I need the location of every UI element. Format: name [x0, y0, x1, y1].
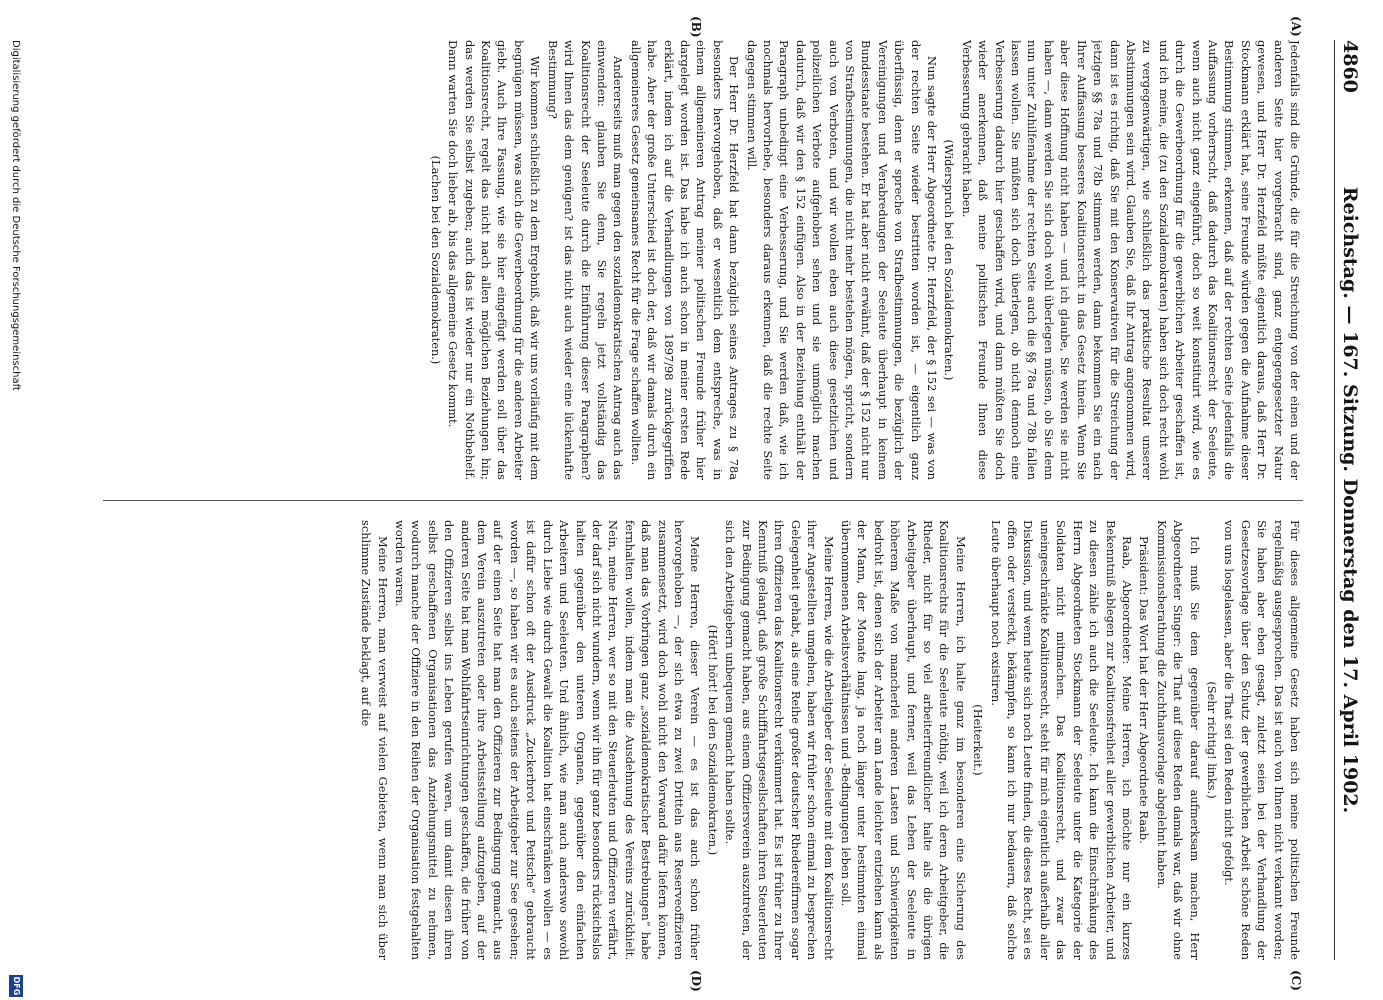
paragraph: Für dieses allgemeine Gesetz haben sich meine politischen Freunde regelmäßig ausgesprochen. Das ist auch von Ihnen nicht verkannt worden; Sie haben aber eben gesagt, zuletzt seien bei der Verhandlung der Gesetzesvorlage über den Schutz der gewerblichen Arbeit schöne Reden von uns losgelassen, aber die That sei den Reden nicht gefolgt.: [1222, 520, 1302, 960]
paragraph: Jedenfalls sind die Gründe, die für die Streichung von der einen und der anderen Seite hier vorgebracht sind, ganz entgegengesetzter Natur gewesen, und Herr Dr. Herzfeld müßte eigentlich daraus, daß Herr Dr. Stockmann erklärt hat, seine Freunde würden gegen die Aufnahme dieser Bestimmung stimmen, erkennen, daß auf der rechten Seite jedenfalls die Auffassung vorherrscht, daß dadurch das Koalitionsrecht der Seeleute, wenn auch nicht ganz eingeführt, doch so weit konstituirt wird, wie es durch die Gewerbeordnung für die gewerblichen Arbeiter geschaffen ist, und ich meine, die (zu den Sozialdemokraten) haben sich doch recht wohl zu vergegenwärtigen, wie schließlich das praktische Resultat unserer Abstimmungen sein wird. Glauben Sie, daß Ihr Antrag angenommen wird, dann ist es richtig, daß Sie mit den Konservativen für die Streichung der jetzigen §§ 78a und 78b stimmen werden, dann bekommen Sie ein nach Ihrer Auffassung besseres Koalitionsrecht in das Gesetz hinein. Wenn Sie aber diese Hoffnung nicht haben — und ich glaube, Sie werden sie nicht haben —, dann werden Sie sich doch wohl überlegen müssen, ob Sie denn nun unter Zuhilfenahme der rechten Seite auch die §§ 78a und 78b fallen lassen wollen. Sie müßten sich doch überlegen, ob nicht dennoch eine Verbesserung dadurch hier geschaffen wird, und dann müßten Sie doch wieder anerkennen, daß meine politischen Freunde Ihnen diese Verbesserung gebracht haben.: [959, 40, 1302, 480]
dfg-logo: DFG: [9, 975, 23, 997]
margin-marker-b: (B): [689, 16, 703, 38]
paragraph: Meine Herren, dieser Verein — es ist das auch schon früher hervorgehoben —, der sich etwa zu zwei Dritteln aus Reserveoffizieren zusammensetzt, wird doch wohl nicht den Vorwand dafür liefern können, daß man das Vorbringen ganz „sozialdemokratischer Bestrebungen“ habe fernhalten wollen, indem man die Ausdehnung des Vereins zurückhielt. Nein, meine Herren, wer so mit den Steuerleuten und Offizieren verfährt, der darf sich nicht wundern, wenn wir ihn für ganz besonders rücksichtslos halten gegenüber den unteren Organen, gegenüber den einfachen Arbeitern und Seeleuten. Und ähnlich, wie man auch anderswo sowohl durch Liebe wie durch Gewalt die Koalition hat einschränken wollen — es ist dafür schon oft der Ausdruck „Zuckerbrot und Peitsche“ gebraucht worden —, so haben wir es auch seitens der Arbeitgeber zur See gesehen; auf der einen Seite hat man den Offizieren zur Bedingung gemacht, aus dem Verein auszutreten oder ihre Arbeitsstellung aufzugeben, auf der anderen Seite hat man Wohlfahrtseinrichtungen geschaffen, die früher von den Offizieren selbst ins Leben gerufen waren, um damit diesen ihren selbst geschaffenen Organisationen das Anziehungsmittel zu nehmen, wodurch manche der Offiziere in den Reihen der Organisation festgehalten worden waren.: [393, 520, 703, 960]
interjection: (Widerspruch bei den Sozialdemokraten.): [942, 139, 957, 381]
paragraph: Meine Herren, ich halte ganz im besonderen eine Sicherung des Koalitionsrechts für die Seeleute nöthig, weil ich deren Arbeitgeber, die Rheder, nicht für so viel arbeiterfreundlicher halte als die übrigen Arbeitgeber überhaupt, und ferner, weil das Leben der Seeleute in höherem Maße von mancherlei anderen Lasten und Schwierigkeiten bedroht ist, denen sich der Arbeiter am Lande leichter entziehen kann als der Mann, der Monate lang, ja noch länger unter bestimmten einmal übernommenen Arbeitsverhältnissen und -Bedingungen leben soll.: [839, 520, 968, 960]
margin-marker-d: (D): [689, 970, 703, 992]
paragraph: Nun sagte der Herr Abgeordnete Dr. Herzfeld, der § 152 sei — was von der rechten Seite wieder bestritten worden ist, — eigentlich ganz überflüssig, denn er spreche von Strafbestimmungen, die bezüglich der Vereinigungen und Verabredungen der Seeleute überhaupt in keinem Bundesstaate bestehen. Er hat aber nicht erwähnt, daß der § 152 nicht nur von Strafbestimmungen, die nicht mehr bestehen mögen, spricht, sondern auch von Verboten, und wir wollen eben auch diese gesetzlichen und polizeilichen Verbote aufgehoben sehen und sie unmöglich machen dadurch, daß wir den § 152 einfügen. Also in der Beziehung enthält der Paragraph unbedingt eine Verbesserung, und Sie werden daß, wie ich nochmals hervorhebe, besonders daraus erkennen, daß die rechte Seite dagegen stimmen will.: [744, 40, 940, 480]
interjection: (Sehr richtig! links.): [1204, 681, 1219, 799]
paragraph: Wir kommen schließlich zu dem Ergebniß, daß wir uns vorläufig mit dem begnügen müssen, was auch die Gewerbeordnung für die anderen Arbeiter giebt. Auch Ihre Fassung, wie sie hier eingefügt werden soll über das Koalitionsrecht, regelt das nicht nach allen möglichen Beziehungen hin; das werden Sie selbst zugeben; auch das ist wieder nur ein Nothbehelf. Dann warten Sie doch lieber ab, bis das allgemeine Gesetz kommt.: [446, 40, 543, 480]
interjection: (Lachen bei den Sozialdemokraten.): [428, 155, 443, 365]
interjection: (Hört! hört! bei den Sozialdemokraten.): [705, 624, 720, 856]
page-number: 4860: [1339, 40, 1361, 93]
paragraph: Andererseits muß man gegen den sozialdemokratischen Antrag auch das einwenden: glauben Sie denn, Sie regeln jetzt vollständig das Koalitionsrecht der Seeleute durch die Einführung dieser Paragraphen? wird Ihnen das dem genügen? ist das nicht auch wieder eine lückenhafte Bestimmung?: [545, 40, 626, 480]
paragraph: Meine Herren, wie die Arbeitgeber der Seeleute mit dem Koalitionsrecht ihrer Angestellten umgehen, haben wir früher schon einmal zu besprechen Gelegenheit gehabt, als eine Reihe großer deutscher Rhedereifirmen sogar ihren Offizieren das Koalitionsrecht verkümmert hat. Es ist früher zu Ihrer Kenntniß gelangt, daß große Schifffahrtsgesellschaften ihren Steuerleuten zur Bedingung gemacht haben, aus einem Offiziersverein auszutreten, der sich den Arbeitgebern unbequem gemacht haben sollte.: [723, 520, 836, 960]
paragraph: Meine Herren, man verweist auf vielen Gebieten, wenn man sich über schlimme Zustände beklagt, auf die: [359, 520, 390, 960]
column-divider: [103, 500, 1303, 501]
paragraph: Der Herr Dr. Herzfeld hat dann bezüglich seines Antrages zu § 78a besonders hervorgehoben, daß er wesentlich dem entspreche, was in einem allgemeineren Antrag meiner politischen Freunde früher hier dargelegt worden ist. Das habe ich auch schon in meiner ersten Rede erklärt, indem ich auf die Verhandlungen von 1897/98 zurückgegriffen habe. Aber der große Unterschied ist doch der, daß wir damals durch ein allgemeineres Gesetz gemeinsames Recht für die Frage schaffen wollten.: [628, 40, 742, 480]
paragraph: Ich muß Sie dem gegenüber darauf aufmerksam machen, Herr Abgeordneter Singer: die That auf diese Reden damals war, daß wir ohne Kommissionsberathung die Zuchthausvorlage abgelehnt haben.: [1154, 520, 1202, 960]
right-column: [98, 520, 1303, 960]
paragraph: Raab, Abgeordneter: Meine Herren, ich möchte nur ein kurzes Bekenntniß ablegen zur Koalitionsfreiheit aller gewerblichen Arbeiter, und zu diesen zähle ich auch die Seeleute. Ich kann die Einschränkung des Herrn Abgeordneten Stockmann der Seeleute unter die Kategorie der Soldaten nicht mitmachen. Das Koalitionsrecht, und zwar das uneingeschränkte Koalitionsrecht, steht für mich eigentlich außerhalb aller Diskussion, und wenn heute sich noch Leute finden, die dieses Recht, sei es offen oder versteckt, bekämpfen, so kann ich nur bedauern, daß solche Leute überhaupt noch existiren.: [988, 520, 1134, 960]
header-title: Reichstag. — 167. Sitzung. Donnerstag den 17. April 1902.: [1339, 186, 1361, 814]
left-column: [98, 40, 1303, 480]
interjection: (Heiterkeit.): [971, 704, 986, 776]
margin-marker-a: (A): [1289, 16, 1303, 37]
margin-marker-c: (C): [1289, 970, 1303, 991]
page-header: [1334, 40, 1363, 960]
digitization-credit: Digitalisierung gefördert durch die Deutsche Forschungsgemeinschaft: [10, 40, 21, 391]
paragraph: Präsident: Das Wort hat der Herr Abgeordnete Raab.: [1137, 536, 1152, 844]
